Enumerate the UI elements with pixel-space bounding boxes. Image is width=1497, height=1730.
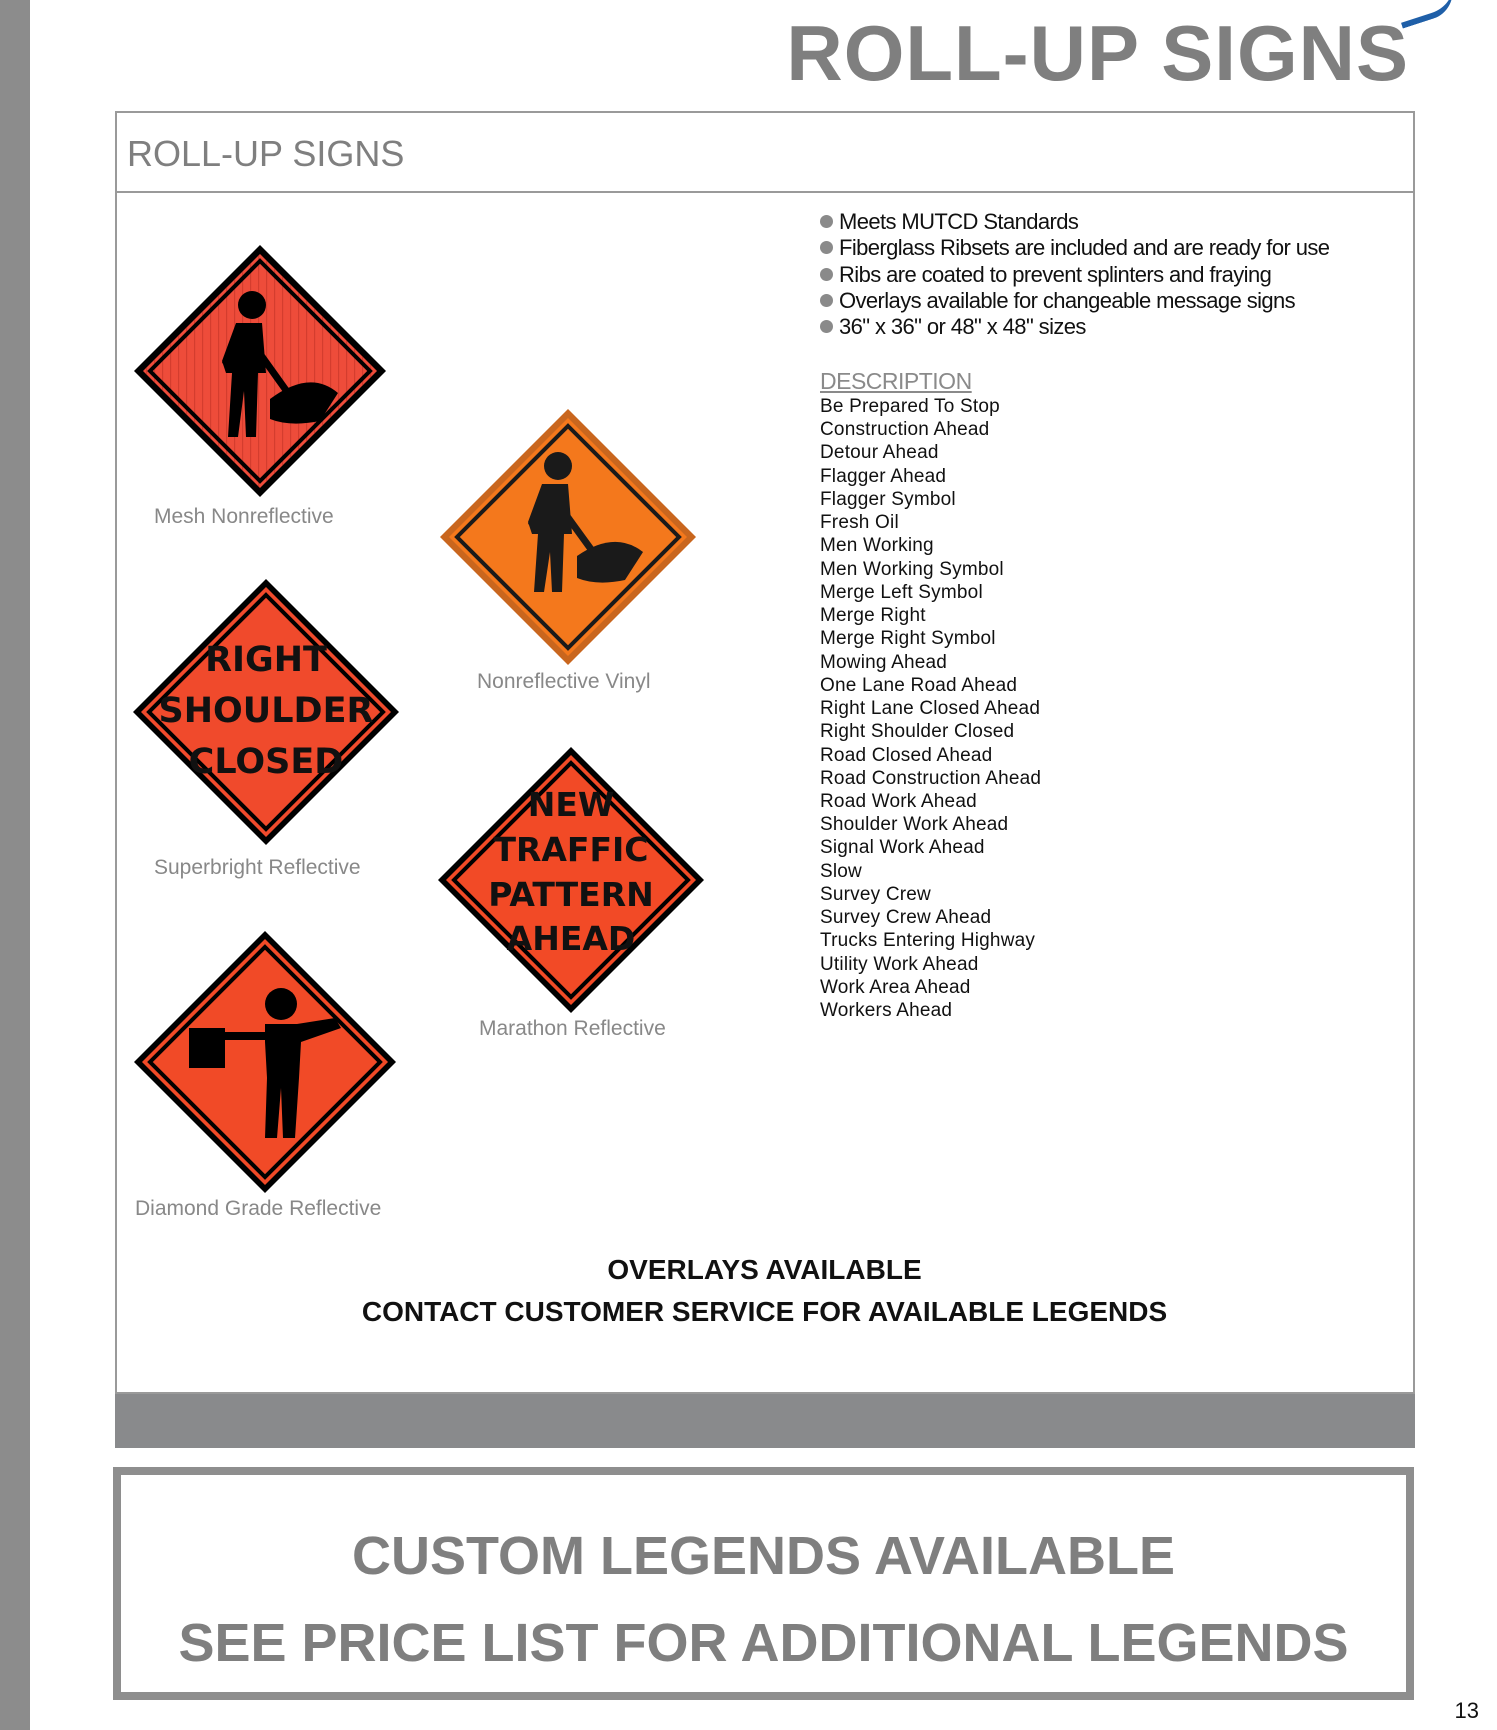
sign-legend-line: TRAFFIC: [493, 830, 649, 869]
sign-superbright-reflective: [130, 576, 402, 848]
worker-shovel-sign-icon: [437, 406, 699, 668]
description-item: Flagger Ahead: [820, 465, 947, 487]
feature-item: Overlays available for changeable message signs: [820, 288, 1329, 314]
sign-legend-line: NEW: [527, 785, 615, 824]
description-item: Construction Ahead: [820, 419, 990, 441]
sign-marathon-reflective: [435, 744, 707, 1016]
description-item: Merge Right: [820, 605, 926, 627]
bullet-icon: [820, 241, 833, 254]
sign-legend-line: PATTERN: [488, 875, 654, 914]
sign-mesh-nonreflective: [130, 241, 390, 501]
divider-band: [115, 1394, 1415, 1448]
overlays-available-text: OVERLAYS AVAILABLE: [607, 1254, 922, 1285]
description-item: Trucks Entering Highway: [820, 930, 1036, 952]
description-item: Shoulder Work Ahead: [820, 814, 1009, 836]
description-item: Men Working: [820, 535, 934, 557]
caption-diamond-grade-reflective: Diamond Grade Reflective: [135, 1197, 382, 1220]
feature-item: Meets MUTCD Standards: [820, 209, 1329, 235]
description-item: Be Prepared To Stop: [820, 396, 1000, 417]
description-item: Flagger Symbol: [820, 488, 956, 510]
section-title: ROLL-UP SIGNS: [127, 133, 405, 174]
description-item: Fresh Oil: [820, 512, 899, 534]
caption-mesh-nonreflective: Mesh Nonreflective: [154, 505, 334, 528]
price-list-text: SEE PRICE LIST FOR ADDITIONAL LEGENDS: [178, 1613, 1349, 1673]
feature-item: Ribs are coated to prevent splinters and fraying: [820, 262, 1329, 288]
sign-nonreflective-vinyl: [437, 406, 699, 668]
sign-legend-line: AHEAD: [506, 919, 636, 958]
feature-item: 36" x 36" or 48" x 48" sizes: [820, 314, 1329, 340]
flagger-sign-icon: [131, 928, 399, 1196]
description-item: Utility Work Ahead: [820, 953, 979, 975]
feature-list: [820, 209, 1329, 340]
description-item: Detour Ahead: [820, 442, 939, 464]
bullet-icon: [820, 320, 833, 333]
description-item: Men Working Symbol: [820, 558, 1004, 580]
sign-legend-line: RIGHT: [205, 640, 327, 680]
bullet-icon: [820, 215, 833, 228]
description-item: Mowing Ahead: [820, 651, 948, 673]
description-list: [820, 395, 1041, 1022]
contact-customer-service-text: CONTACT CUSTOMER SERVICE FOR AVAILABLE LEGENDS: [361, 1296, 1168, 1327]
caption-marathon-reflective: Marathon Reflective: [479, 1017, 666, 1040]
description-item: Road Closed Ahead: [820, 744, 993, 766]
description-item: Road Work Ahead: [820, 790, 977, 812]
section-header: [117, 113, 1413, 193]
sign-legend-line: CLOSED: [188, 742, 344, 782]
caption-superbright-reflective: Superbright Reflective: [154, 856, 361, 879]
left-margin-bar: [0, 0, 30, 1730]
description-heading: DESCRIPTION: [820, 368, 972, 394]
description-item: One Lane Road Ahead: [820, 674, 1018, 696]
description-item: Slow: [820, 860, 862, 882]
page-title: ROLL-UP SIGNS: [786, 9, 1409, 97]
description-item: Merge Left Symbol: [820, 581, 983, 603]
sign-diamond-grade-reflective: [131, 928, 399, 1196]
bullet-icon: [820, 294, 833, 307]
description-item: Work Area Ahead: [820, 976, 971, 998]
custom-legends-text: CUSTOM LEGENDS AVAILABLE: [351, 1526, 1176, 1586]
worker-shovel-sign-icon: [130, 241, 390, 501]
sign-legend-line: SHOULDER: [158, 691, 374, 731]
description-item: Right Shoulder Closed: [820, 721, 1015, 743]
custom-legends-box: [113, 1467, 1414, 1700]
description-item: Right Lane Closed Ahead: [820, 698, 1041, 720]
bullet-icon: [820, 268, 833, 281]
description-item: Merge Right Symbol: [820, 628, 996, 650]
description-item: Workers Ahead: [820, 1000, 953, 1022]
description-item: Survey Crew Ahead: [820, 907, 992, 929]
description-item: Road Construction Ahead: [820, 767, 1042, 789]
description-item: Signal Work Ahead: [820, 837, 985, 859]
page-number: 13: [1454, 1698, 1479, 1723]
caption-nonreflective-vinyl: Nonreflective Vinyl: [477, 670, 651, 693]
feature-item: Fiberglass Ribsets are included and are ready for use: [820, 235, 1329, 261]
description-item: Survey Crew: [820, 883, 931, 905]
